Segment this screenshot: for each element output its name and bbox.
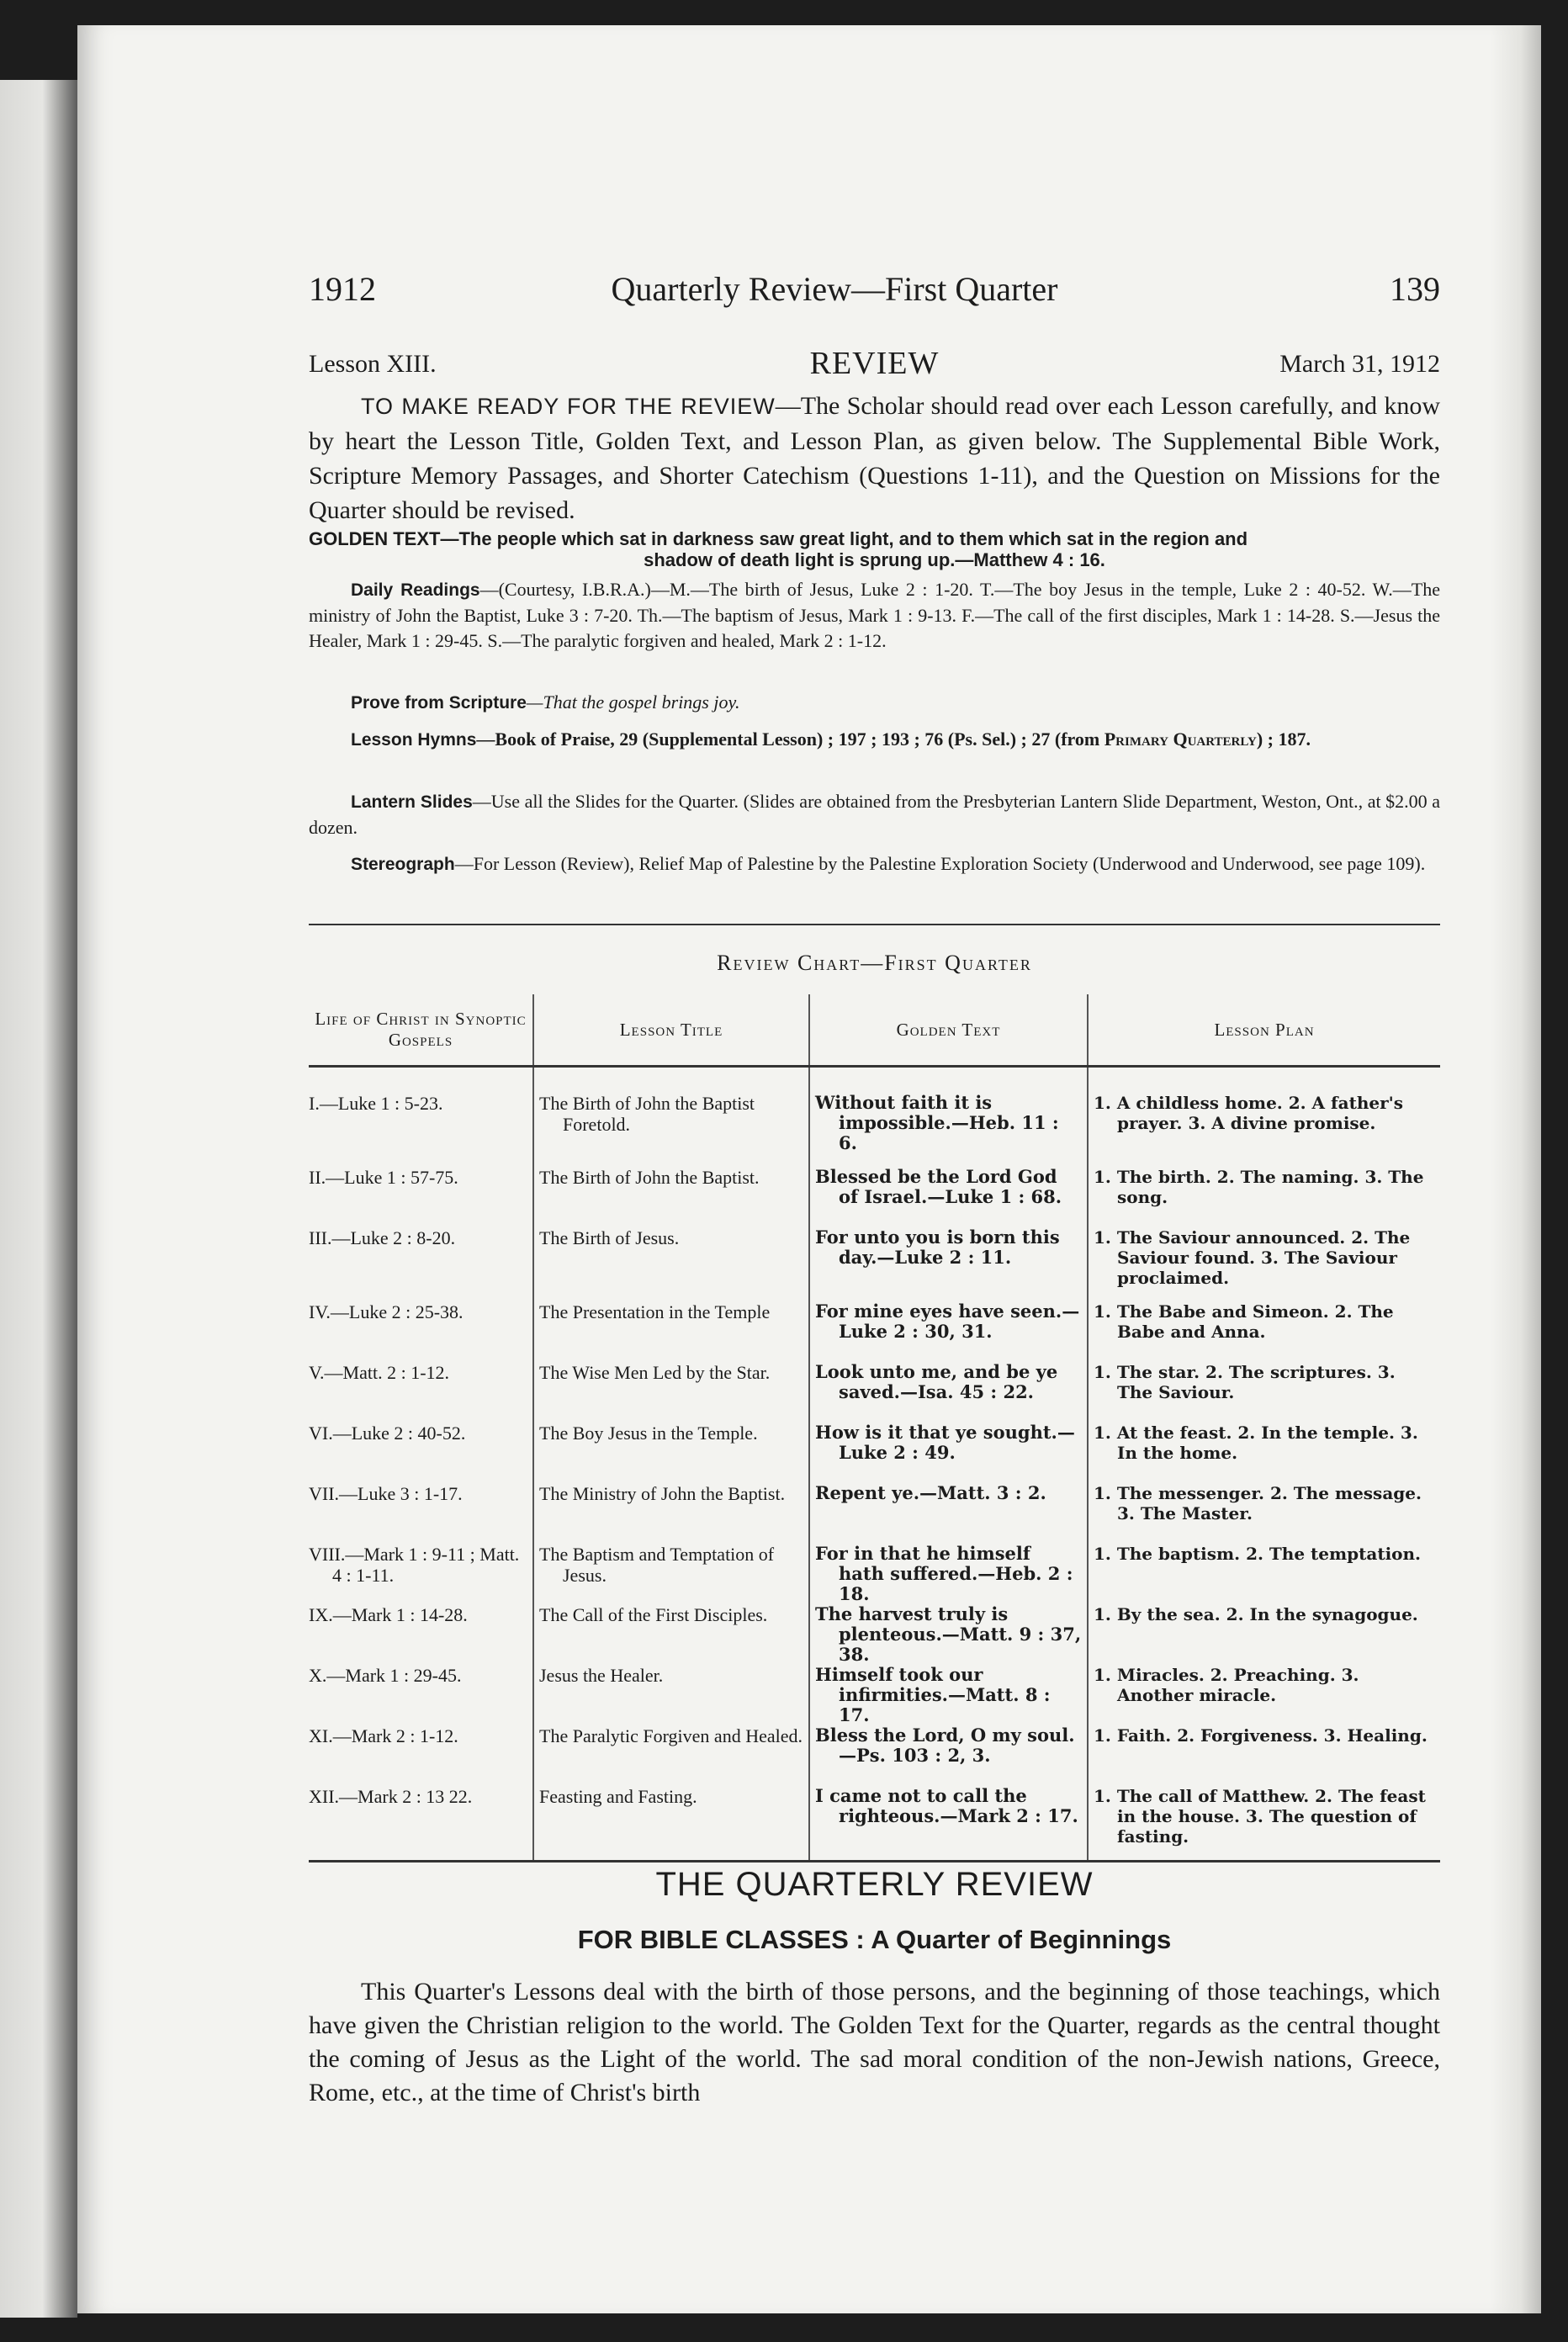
quarterly-review-title: THE QUARTERLY REVIEW [655,1866,1094,1903]
passage-cell: III.—Luke 2 : 8-20. [309,1227,456,1248]
prove-text: —That the gospel brings joy. [526,691,740,713]
page-number: 139 [1390,270,1440,308]
running-head-year: 1912 [309,270,376,308]
book-page [77,25,1541,2313]
table-row [309,1725,1440,1786]
table-row [309,1544,1440,1604]
golden-text-cell: The harvest truly is plenteous.—Matt. 9 : 37, 38. [809,1604,1088,1665]
column-header: Golden Text [809,994,1088,1067]
divider-rule [309,924,1440,925]
golden-text-cell: How is it that ye sought.—Luke 2 : 49. [809,1423,1088,1483]
table-row [309,1362,1440,1423]
golden-text-cell: For mine eyes have seen.—Luke 2 : 30, 31. [809,1301,1088,1362]
lesson-title-cell: The Birth of John the Baptist. [533,1167,809,1227]
lesson-title-cell: The Wise Men Led by the Star. [533,1362,809,1423]
passage-cell: VIII.—Mark 1 : 9-11 ; Matt. 4 : 1-11. [309,1544,520,1586]
lesson-plan-cell: 1. The Babe and Simeon. 2. The Babe and Anna. [1088,1301,1440,1362]
prove-from-scripture [309,690,1440,716]
lesson-title-cell: The Presentation in the Temple [533,1301,809,1362]
golden-text [309,528,1440,570]
lesson-heading [309,345,1440,387]
column-header: Lesson Plan [1088,994,1440,1067]
golden-text-cell: Without faith it is impossible.—Heb. 11 : 6. [809,1067,1088,1168]
page-edge-shadow [1491,25,1541,2313]
prove-label: Prove from Scripture [351,693,527,713]
passage-cell: XII.—Mark 2 : 13 22. [309,1786,533,1862]
review-chart-header [309,994,1440,1067]
golden-text-cell: Look unto me, and be ye saved.—Isa. 45 : 22. [809,1362,1088,1423]
column-header: Lesson Title [533,994,809,1067]
table-row [309,1167,1440,1227]
lesson-title-cell: The Baptism and Temptation of Jesus. [533,1544,809,1604]
lesson-plan-cell: 1. The baptism. 2. The temptation. [1088,1544,1440,1604]
passage-cell: IV.—Luke 2 : 25-38. [309,1301,464,1322]
golden-text-line1: —The people which sat in darkness saw great light, and to them which sat in the region and [440,528,1248,549]
passage-cell: II.—Luke 1 : 57-75. [309,1167,458,1188]
running-head-title: Quarterly Review—First Quarter [611,270,1058,308]
lesson-title-cell: The Boy Jesus in the Temple. [533,1423,809,1483]
stereograph-text: —For Lesson (Review), Relief Map of Palestine by the Palestine Exploration Society (Underwood and Underwood, see page 109). [454,853,1426,874]
passage-cell: VII.—Luke 3 : 1-17. [309,1483,463,1504]
lesson-plan-cell: 1. A childless home. 2. A father's prayer. 3. A divine promise. [1088,1067,1440,1168]
daily-readings-label: Daily Readings [351,580,480,600]
lesson-plan-cell: 1. The birth. 2. The naming. 3. The song. [1088,1167,1440,1227]
facing-page-edge [0,80,77,2318]
table-row [309,1483,1440,1544]
table-row [309,1423,1440,1483]
subtitle-part-a: FOR BIBLE CLASSES : [577,1925,871,1954]
lesson-plan-cell: 1. The call of Matthew. 2. The feast in the house. 3. The question of fasting. [1088,1786,1440,1862]
running-head [229,269,1440,320]
passage-cell: X.—Mark 1 : 29-45. [309,1665,462,1686]
daily-readings-text: —(Courtesy, I.B.R.A.)—M.—The birth of Jesus, Luke 2 : 1-20. T.—The boy Jesus in the temple, Luke 2 : 40-52. W.—The ministry of John the Baptist, Luke 3 : 7-20. Th.—The baptism of Jesus, Mark 1 : 9-13. F.—The call of the first disciples, Mark 1 : 14-28. S.—Jesus the Healer, Mark 1 : 29-45. S.—The paralytic forgiven and healed, Mark 2 : 1-12. [309,579,1440,651]
hymns-text: —Book of Praise, 29 (Supplemental Lesson) ; 197 ; 193 ; 76 (Ps. Sel.) ; 27 (from [476,729,1104,750]
golden-text-cell: Repent ye.—Matt. 3 : 2. [809,1483,1088,1544]
daily-readings [309,577,1440,654]
lesson-plan-cell: 1. The star. 2. The scriptures. 3. The Saviour. [1088,1362,1440,1423]
lantern-label: Lantern Slides [351,792,473,812]
lesson-title-cell: The Call of the First Disciples. [533,1604,809,1665]
table-row [309,1604,1440,1665]
lesson-plan-cell: 1. The messenger. 2. The message. 3. The Master. [1088,1483,1440,1544]
instructions-lead: TO MAKE READY FOR THE REVIEW [361,394,776,419]
lesson-plan-cell: 1. At the feast. 2. In the temple. 3. In the home. [1088,1423,1440,1483]
passage-cell: I.—Luke 1 : 5-23. [309,1093,443,1114]
lesson-title-cell: The Ministry of John the Baptist. [533,1483,809,1544]
quarterly-review-body: This Quarter's Lessons deal with the birth of those persons, and the beginning of those teachings, which have given the Christian religion to the world. The Golden Text for the Quarter, regards as the central thought the coming of Jesus as the Light of the world. The sad moral condition of the non-Jewish nations, Greece, Rome, etc., at the time of Christ's birth [309,1978,1440,2106]
lesson-title: REVIEW [809,346,940,381]
column-header: Life of Christ in Synoptic Gospels [309,994,533,1067]
lesson-hymns [309,727,1440,753]
instructions-text: —The Scholar should read over each Lesson carefully, and know by heart the Lesson Title, Golden Text, and Lesson Plan, as given below. The Supplemental Bible Work, Scripture Memory Passages, and Shorter Catechism (Questions 1-11), and the Question on Missions for the Quarter should be revised. [309,392,1440,524]
lesson-plan-cell: 1. By the sea. 2. In the synagogue. [1088,1604,1440,1665]
table-row [309,1067,1440,1168]
table-row [309,1301,1440,1362]
lesson-title-cell: Feasting and Fasting. [533,1786,809,1862]
passage-cell: V.—Matt. 2 : 1-12. [309,1362,450,1383]
lesson-date: March 31, 1912 [1279,350,1440,378]
review-chart [309,994,1440,1862]
hymns-end: ) ; 187. [1256,729,1311,750]
hymns-label: Lesson Hymns [351,730,477,750]
quarterly-review-subtitle [309,1925,1440,1955]
golden-text-line2: shadow of death light is sprung up.—Matthew 4 : 16. [644,549,1105,570]
chart-title: Review Chart—First Quarter [717,951,1032,975]
review-instructions [309,389,1440,527]
stereograph-label: Stereograph [351,855,455,874]
lesson-title-cell: The Birth of Jesus. [533,1227,809,1301]
golden-text-cell: I came not to call the righteous.—Mark 2 : 17. [809,1786,1088,1862]
passage-cell: XI.—Mark 2 : 1-12. [309,1725,458,1746]
lesson-title-cell: The Birth of John the Baptist Foretold. [533,1067,809,1168]
passage-cell: IX.—Mark 1 : 14-28. [309,1604,468,1625]
table-row [309,1665,1440,1725]
golden-text-cell: For in that he himself hath suffered.—Heb. 2 : 18. [809,1544,1088,1604]
table-row [309,1786,1440,1862]
stereograph [309,851,1440,877]
golden-text-cell: Himself took our infirmities.—Matt. 8 : 17. [809,1665,1088,1725]
table-row [309,1227,1440,1301]
golden-text-cell: Bless the Lord, O my soul.—Ps. 103 : 2, 3. [809,1725,1088,1786]
subtitle-part-b: A Quarter of Beginnings [871,1925,1172,1954]
lesson-plan-cell: 1. Miracles. 2. Preaching. 3. Another miracle. [1088,1665,1440,1725]
lesson-number: Lesson XIII. [309,350,437,378]
lesson-title-cell: The Paralytic Forgiven and Healed. [533,1725,809,1786]
lantern-slides [309,789,1440,840]
lesson-title-cell: Jesus the Healer. [533,1665,809,1725]
golden-text-cell: For unto you is born this day.—Luke 2 : 11. [809,1227,1088,1301]
lesson-plan-cell: 1. Faith. 2. Forgiveness. 3. Healing. [1088,1725,1440,1786]
golden-text-label: GOLDEN TEXT [309,528,441,549]
passage-cell: VI.—Luke 2 : 40-52. [309,1423,466,1444]
lesson-plan-cell: 1. The Saviour announced. 2. The Saviour found. 3. The Saviour proclaimed. [1088,1227,1440,1301]
hymns-primary: Primary Quarterly [1104,729,1257,750]
lantern-text: —Use all the Slides for the Quarter. (Slides are obtained from the Presbyterian Lantern Slide Department, Weston, Ont., at $2.00 a dozen. [309,791,1441,838]
golden-text-cell: Blessed be the Lord God of Israel.—Luke 1 : 68. [809,1167,1088,1227]
